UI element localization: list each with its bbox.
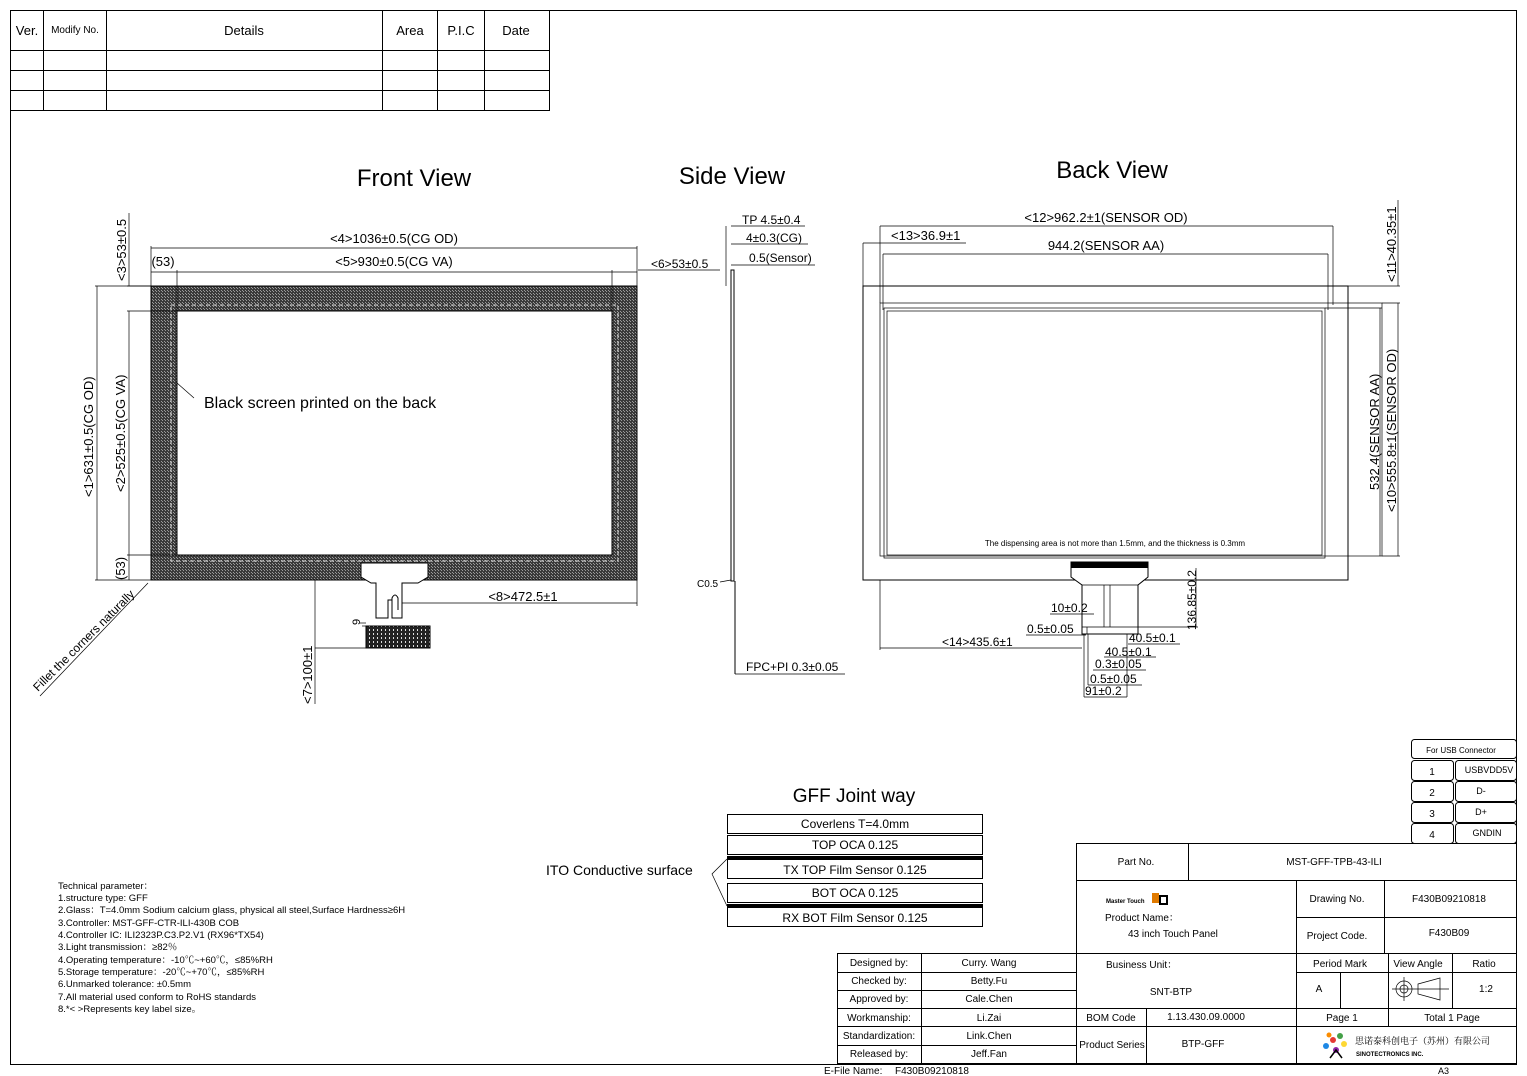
- side-sensor: 0.5(Sensor): [749, 251, 812, 265]
- tech-line: Technical parameter：: [58, 881, 154, 892]
- back-d12: <12>962.2±1(SENSOR OD): [1024, 210, 1188, 225]
- tech-line: 5.Storage temperature：-20℃~+70℃，≤85%RH: [58, 967, 265, 978]
- page: Page 1: [1326, 1013, 1358, 1024]
- brand-logo-icon: [1152, 893, 1167, 904]
- dim-1: <1>631±0.5(CG OD): [81, 376, 96, 497]
- rev-header-details: Details: [224, 23, 264, 38]
- side-view-title: Side View: [678, 163, 786, 190]
- back-fpc: [1071, 562, 1148, 634]
- period-mark-label: Period Mark: [1313, 959, 1367, 970]
- product-name-label: Product Name：: [1105, 913, 1179, 924]
- drawing-no: F430B09210818: [1412, 894, 1486, 905]
- tech-line: 1.structure type: GFF: [58, 893, 148, 904]
- efile-label: E-File Name:: [824, 1066, 883, 1076]
- tech-line: 7.All material used conform to RoHS standards: [58, 992, 257, 1003]
- back-d05a: 0.5±0.05: [1027, 622, 1074, 636]
- projection-symbol-icon: [1392, 977, 1449, 1001]
- sig-name: Link.Chen: [966, 1031, 1012, 1042]
- project-code: F430B09: [1428, 928, 1470, 939]
- sig-name: Cale.Chen: [965, 994, 1013, 1005]
- dim-53-bottom: (53): [113, 556, 128, 580]
- back-d13685: 136.85±0.2: [1185, 570, 1199, 630]
- side-view: [638, 213, 845, 674]
- dim-9: 9: [351, 618, 363, 625]
- usb-pin-no: 4: [1429, 830, 1435, 841]
- front-view-title: Front View: [356, 165, 472, 192]
- fpc-tail: [361, 563, 428, 618]
- dim-2: <2>525±0.5(CG VA): [113, 374, 128, 492]
- sig-name: Jeff.Fan: [971, 1049, 1007, 1060]
- revision-table: [11, 11, 550, 111]
- back-d405a: 40.5±0.1: [1129, 631, 1176, 645]
- gff-layer: RX BOT Film Sensor 0.125: [782, 911, 928, 925]
- gff-layer: BOT OCA 0.125: [811, 886, 899, 900]
- back-d10: 10±0.2: [1051, 601, 1088, 615]
- usb-connector-table: [1412, 740, 1517, 844]
- period-mark: A: [1315, 984, 1323, 995]
- ratio-label: Ratio: [1472, 959, 1496, 970]
- company-cn: 思诺泰科创电子（苏州）有限公司: [1355, 1036, 1491, 1046]
- side-tp: TP 4.5±0.4: [742, 213, 801, 227]
- ito-label: ITO Conductive surface: [546, 862, 693, 878]
- gff-layer: Coverlens T=4.0mm: [800, 817, 910, 831]
- rev-header-date: Date: [502, 23, 530, 38]
- side-d6: <6>53±0.5: [651, 257, 709, 271]
- side-fpc: FPC+PI 0.3±0.05: [746, 660, 839, 674]
- back-view: [863, 200, 1400, 698]
- sheet-size: A3: [1438, 1066, 1450, 1076]
- sig-role: Approved by:: [849, 994, 909, 1005]
- sig-role: Released by:: [849, 1049, 909, 1060]
- rev-header-pic: P.I.C: [447, 23, 475, 38]
- gff-stack: [546, 786, 983, 927]
- sig-name: Betty.Fu: [970, 976, 1008, 987]
- project-code-label: Project Code.: [1306, 931, 1368, 942]
- usb-pin-no: 3: [1429, 809, 1435, 820]
- gff-layer: TX TOP Film Sensor 0.125: [783, 863, 927, 877]
- gff-layer: TOP OCA 0.125: [811, 838, 899, 852]
- dim-53-top: (53): [151, 254, 175, 269]
- tech-line: 3.Controller: MST-GFF-CTR-ILI-430B COB: [58, 918, 240, 929]
- usb-pin-name: GNDIN: [1472, 828, 1502, 838]
- efile-value: F430B09210818: [895, 1066, 969, 1076]
- tech-line: 6.Unmarked tolerance: ±0.5mm: [58, 979, 191, 990]
- part-no-label: Part No.: [1117, 857, 1155, 868]
- note-fillet: Fillet the corners naturally: [30, 587, 138, 695]
- rev-header-ver: Ver.: [15, 23, 39, 38]
- rev-header-area: Area: [396, 23, 424, 38]
- dim-7: <7>100±1: [300, 645, 315, 704]
- back-d10: <10>555.8±1(SENSOR OD): [1384, 348, 1399, 512]
- sig-role: Workmanship:: [847, 1013, 911, 1024]
- back-aa-h: 532.4(SENSOR AA): [1367, 373, 1382, 490]
- bom-code-label: BOM Code: [1086, 1013, 1136, 1024]
- side-c05: C0.5: [697, 579, 719, 590]
- sig-name: Curry. Wang: [961, 958, 1017, 969]
- tech-line: 4.Operating temperature：-10℃~+60℃，≤85%RH: [58, 955, 273, 966]
- back-aa: 944.2(SENSOR AA): [1047, 238, 1165, 253]
- back-d14: <14>435.6±1: [942, 635, 1013, 649]
- gff-title: GFF Joint way: [792, 786, 916, 807]
- side-cg: 4±0.3(CG): [746, 231, 802, 245]
- sig-name: Li.Zai: [976, 1013, 1002, 1024]
- back-d91: 91±0.2: [1085, 684, 1122, 698]
- back-d03: 0.3±0.05: [1095, 657, 1142, 671]
- dim-3: <3>53±0.5: [114, 218, 129, 281]
- usb-pin-name: D+: [1475, 807, 1487, 817]
- usb-pin-name: USBVDD5V: [1464, 765, 1514, 775]
- rev-header-modify: Modify No.: [51, 25, 99, 36]
- sig-role: Standardization:: [842, 1031, 916, 1042]
- title-block: [1077, 844, 1517, 1064]
- sig-role: Designed by:: [849, 958, 909, 969]
- front-view: [30, 213, 637, 704]
- total-page: Total 1 Page: [1424, 1013, 1480, 1024]
- note-black-screen: Black screen printed on the back: [204, 395, 437, 412]
- brand-text: Master Touch: [1106, 899, 1145, 905]
- product-series: BTP-GFF: [1181, 1039, 1225, 1050]
- back-d13: <13>36.9±1: [891, 228, 961, 243]
- technical-parameters: [58, 881, 405, 1015]
- back-dispense-note: The dispensing area is not more than 1.5mm, and the thickness is 0.3mm: [984, 539, 1246, 548]
- tech-line: 2.Glass：T=4.0mm Sodium calcium glass, physical all steel,Surface Hardness≥6H: [58, 905, 406, 916]
- back-d05b: 0.5±0.05: [1090, 672, 1137, 686]
- drawing-no-label: Drawing No.: [1309, 894, 1365, 905]
- bom-code: 1.13.430.09.0000: [1167, 1012, 1245, 1023]
- tech-line: 4.Controller IC: ILI2323P.C3.P2.V1 (RX96*TX54): [58, 930, 264, 941]
- back-view-title: Back View: [1056, 157, 1168, 184]
- dim-4: <4>1036±0.5(CG OD): [330, 231, 458, 246]
- dim-5: <5>930±0.5(CG VA): [335, 254, 453, 269]
- tech-line: 3.Light transmission：≥82％: [58, 942, 178, 953]
- back-d405b: 40.5±0.1: [1105, 645, 1152, 659]
- dim-8: <8>472.5±1: [488, 589, 558, 604]
- sig-role: Checked by:: [851, 976, 907, 987]
- product-name: 43 inch Touch Panel: [1128, 929, 1218, 940]
- usb-pin-name: D-: [1476, 786, 1486, 796]
- tech-line: 8.*< >Represents key label size。: [58, 1004, 202, 1015]
- fpc-connector: [366, 626, 430, 648]
- signature-table: [838, 954, 1077, 1064]
- usb-pin-no: 2: [1429, 788, 1435, 799]
- back-d11: <11>40.35±1: [1384, 206, 1399, 282]
- business-unit: SNT-BTP: [1149, 987, 1193, 998]
- view-angle-label: View Angle: [1393, 959, 1443, 970]
- company-en: SINOTECTRONICS INC.: [1356, 1052, 1424, 1058]
- ratio: 1:2: [1479, 984, 1493, 995]
- company-logo-icon: [1323, 1033, 1347, 1059]
- usb-title: For USB Connector: [1426, 746, 1496, 755]
- usb-pin-no: 1: [1429, 767, 1435, 778]
- business-unit-label: Business Unit：: [1106, 960, 1178, 971]
- product-series-label: Product Series: [1079, 1040, 1145, 1051]
- part-no: MST-GFF-TPB-43-ILI: [1286, 857, 1382, 868]
